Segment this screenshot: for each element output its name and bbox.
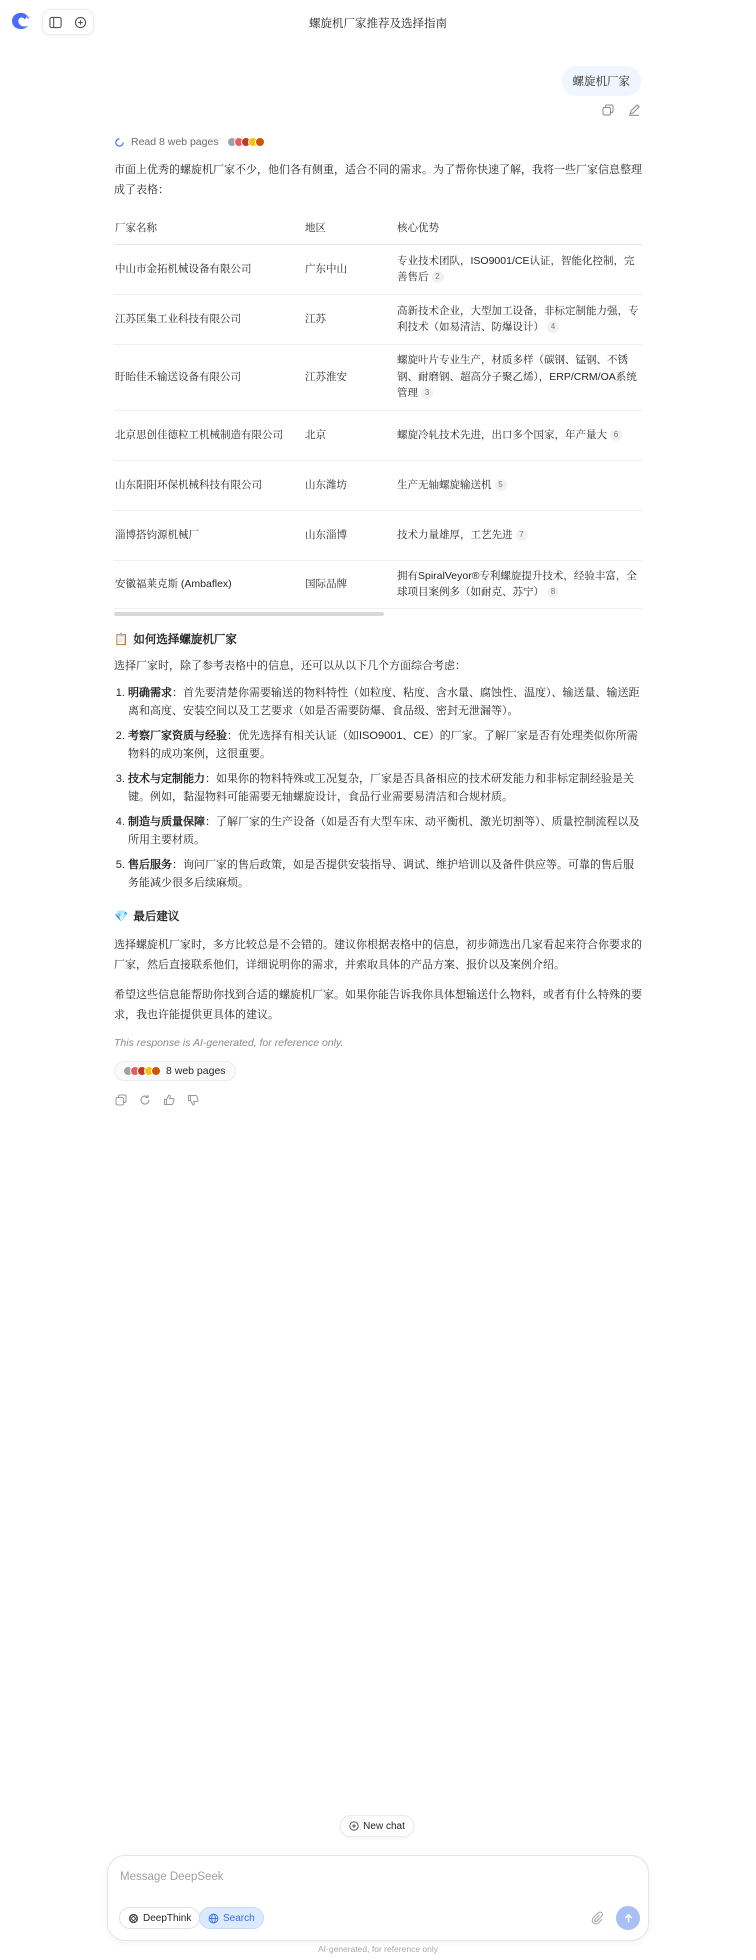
selection-criteria-list [114, 684, 642, 893]
citation-badge[interactable]: 7 [516, 529, 528, 541]
answer-intro: 市面上优秀的螺旋机厂家不少，他们各有侧重，适合不同的需求。为了帮你快速了解，我将一些厂家信息整理成了表格： [114, 164, 642, 196]
list-item-lead: 制造与质量保障 [128, 815, 205, 828]
list-item-text: ：了解厂家的生产设备（如是否有大型车床、动平衡机、激光切割等）、质量控制流程以及所用主要材质。 [128, 815, 640, 846]
thumbs-down-icon[interactable] [186, 1093, 200, 1107]
advantage-text: 技术力量雄厚，工艺先进 [397, 528, 513, 541]
advantage-text: 高新技术企业，大型加工设备，非标定制能力强，专利技术（如易清洁、防爆设计） [397, 304, 639, 333]
regenerate-icon[interactable] [138, 1093, 152, 1107]
citation-badge[interactable]: 6 [610, 429, 622, 441]
table-horizontal-scrollbar[interactable] [114, 612, 384, 616]
list-item [128, 813, 642, 850]
message-composer [107, 1855, 649, 1941]
deepthink-icon [128, 1913, 139, 1924]
citation-badge[interactable]: 4 [547, 321, 559, 333]
paperclip-icon[interactable] [590, 1911, 604, 1925]
manufacturer-name: 山东阳阳环保机械科技有限公司 [114, 460, 304, 510]
user-message-bubble: 螺旋机厂家 [562, 66, 642, 96]
list-item [128, 684, 642, 721]
sources-label: 8 web pages [166, 1064, 226, 1077]
manufacturer-advantage [396, 410, 642, 460]
read-pages-label: Read 8 web pages [131, 136, 219, 148]
top-bar [0, 0, 756, 44]
citation-badge[interactable]: 2 [432, 271, 444, 283]
globe-icon [208, 1913, 219, 1924]
message-input[interactable] [120, 1866, 620, 1888]
manufacturer-region: 江苏 [304, 294, 396, 344]
table-header: 地区 [304, 212, 396, 244]
closing-paragraph: 希望这些信息能帮助你找到合适的螺旋机厂家。如果你能告诉我你具体想输送什么物料，或者有什么特殊的要求，我也许能提供更具体的建议。 [114, 988, 642, 1021]
deepthink-label: DeepThink [143, 1912, 192, 1924]
source-favicons [227, 137, 265, 147]
table-row [114, 410, 642, 460]
assistant-answer [114, 134, 642, 1107]
user-message-actions [601, 103, 641, 117]
read-pages-row[interactable] [114, 134, 642, 150]
manufacturer-name: 盱眙佳禾输送设备有限公司 [114, 344, 304, 410]
new-chat-icon [349, 1821, 359, 1831]
manufacturer-advantage [396, 560, 642, 608]
footer-disclaimer: AI-generated, for reference only [317, 1944, 438, 1954]
edit-icon[interactable] [627, 103, 641, 117]
copy-icon[interactable] [601, 103, 615, 117]
table-row [114, 460, 642, 510]
favicon [151, 1066, 161, 1076]
table-header: 厂家名称 [114, 212, 304, 244]
advantage-text: 专业技术团队，ISO9001/CE认证，智能化控制，完善售后 [397, 254, 635, 283]
manufacturer-advantage [396, 344, 642, 410]
table-row [114, 244, 642, 294]
citation-badge[interactable]: 8 [547, 586, 559, 598]
list-item-text: ：首先要清楚你需要输送的物料特性（如粒度、粘度、含水量、腐蚀性、温度）、输送量、输送距离和高度、安装空间以及工艺要求（如是否需要防爆、食品级、密封无泄漏等）。 [128, 686, 640, 717]
section-title: 如何选择螺旋机厂家 [133, 633, 237, 646]
sources-button[interactable] [114, 1061, 236, 1081]
manufacturer-region: 山东淄博 [304, 510, 396, 560]
manufacturer-region: 广东中山 [304, 244, 396, 294]
list-item [128, 770, 642, 807]
final-advice-paragraph: 选择螺旋机厂家时，多方比较总是不会错的。建议你根据表格中的信息，初步筛选出几家看起来符合你要求的厂家，然后直接联系他们，详细说明你的需求，并索取具体的产品方案、报价以及案例介绍。 [114, 938, 642, 971]
table-header: 核心优势 [396, 212, 642, 244]
manufacturer-advantage [396, 460, 642, 510]
list-item-text: ：优先选择有相关认证（如ISO9001、CE）的厂家。了解厂家是否有处理类似你所需物料的成功案例，这很重要。 [128, 729, 638, 760]
search-loader-icon [114, 137, 125, 148]
new-chat-label: New chat [363, 1820, 405, 1832]
manufacturer-table [114, 212, 642, 609]
gem-icon: 💎 [114, 910, 129, 923]
new-chat-button[interactable] [340, 1815, 414, 1837]
manufacturer-advantage [396, 510, 642, 560]
manufacturer-region: 国际品牌 [304, 560, 396, 608]
source-favicons [123, 1066, 161, 1076]
citation-badge[interactable]: 3 [421, 387, 433, 399]
arrow-up-icon [623, 1913, 634, 1924]
favicon [255, 137, 265, 147]
advantage-text: 螺旋冷轧技术先进，出口多个国家，年产量大 [397, 428, 607, 441]
table-row [114, 294, 642, 344]
list-item-text: ：如果你的物料特殊或工况复杂，厂家是否具备相应的技术研发能力和非标定制经验是关键。例如，黏湿物料可能需要无轴螺旋设计，食品行业需要易清洁和合规材质。 [128, 772, 634, 803]
list-item-lead: 明确需求 [128, 686, 172, 699]
clipboard-icon: 📋 [114, 633, 129, 646]
manufacturer-region: 北京 [304, 410, 396, 460]
list-item-lead: 考察厂家资质与经验 [128, 729, 227, 742]
manufacturer-name: 淄博搭钧源机械厂 [114, 510, 304, 560]
section-heading [114, 907, 642, 925]
manufacturer-name: 中山市金拓机械设备有限公司 [114, 244, 304, 294]
page-title: 螺旋机厂家推荐及选择指南 [309, 18, 447, 30]
search-label: Search [223, 1912, 255, 1924]
list-item-lead: 售后服务 [128, 858, 172, 871]
list-item-lead: 技术与定制能力 [128, 772, 205, 785]
advantage-text: 拥有SpiralVeyor®专利螺旋提升技术，经验丰富，全球项目案例多（如耐克、苏宁） [397, 569, 637, 598]
ai-disclaimer: This response is AI-generated, for reference only. [114, 1036, 344, 1049]
manufacturer-name: 北京思创佳德粒工机械制造有限公司 [114, 410, 304, 460]
table-row [114, 560, 642, 608]
manufacturer-name: 安徽福莱克斯 (Ambaflex) [114, 560, 304, 608]
manufacturer-advantage [396, 294, 642, 344]
section-intro: 选择厂家时，除了参考表格中的信息，还可以从以下几个方面综合考虑： [114, 659, 466, 672]
copy-icon[interactable] [114, 1093, 128, 1107]
deepthink-toggle[interactable] [119, 1907, 200, 1929]
table-header-row [114, 212, 642, 244]
answer-actions [114, 1093, 642, 1107]
send-button[interactable] [616, 1906, 640, 1930]
list-item [128, 727, 642, 764]
table-row [114, 344, 642, 410]
manufacturer-name: 江苏匡集工业科技有限公司 [114, 294, 304, 344]
thumbs-up-icon[interactable] [162, 1093, 176, 1107]
list-item [128, 856, 642, 893]
section-heading [114, 630, 642, 648]
search-toggle[interactable] [199, 1907, 264, 1929]
section-title: 最后建议 [133, 910, 180, 923]
list-item-text: ：询问厂家的售后政策，如是否提供安装指导、调试、维护培训以及备件供应等。可靠的售后服务能减少很多后续麻烦。 [128, 858, 634, 889]
advantage-text: 生产无轴螺旋输送机 [397, 478, 492, 491]
manufacturer-advantage [396, 244, 642, 294]
manufacturer-region: 山东潍坊 [304, 460, 396, 510]
advantage-text: 螺旋叶片专业生产，材质多样（碳钢、锰钢、不锈钢、耐磨钢、超高分子聚乙烯），ERP/CRM/OA系统管理 [397, 354, 637, 400]
table-row [114, 510, 642, 560]
citation-badge[interactable]: 5 [495, 479, 507, 491]
manufacturer-region: 江苏淮安 [304, 344, 396, 410]
